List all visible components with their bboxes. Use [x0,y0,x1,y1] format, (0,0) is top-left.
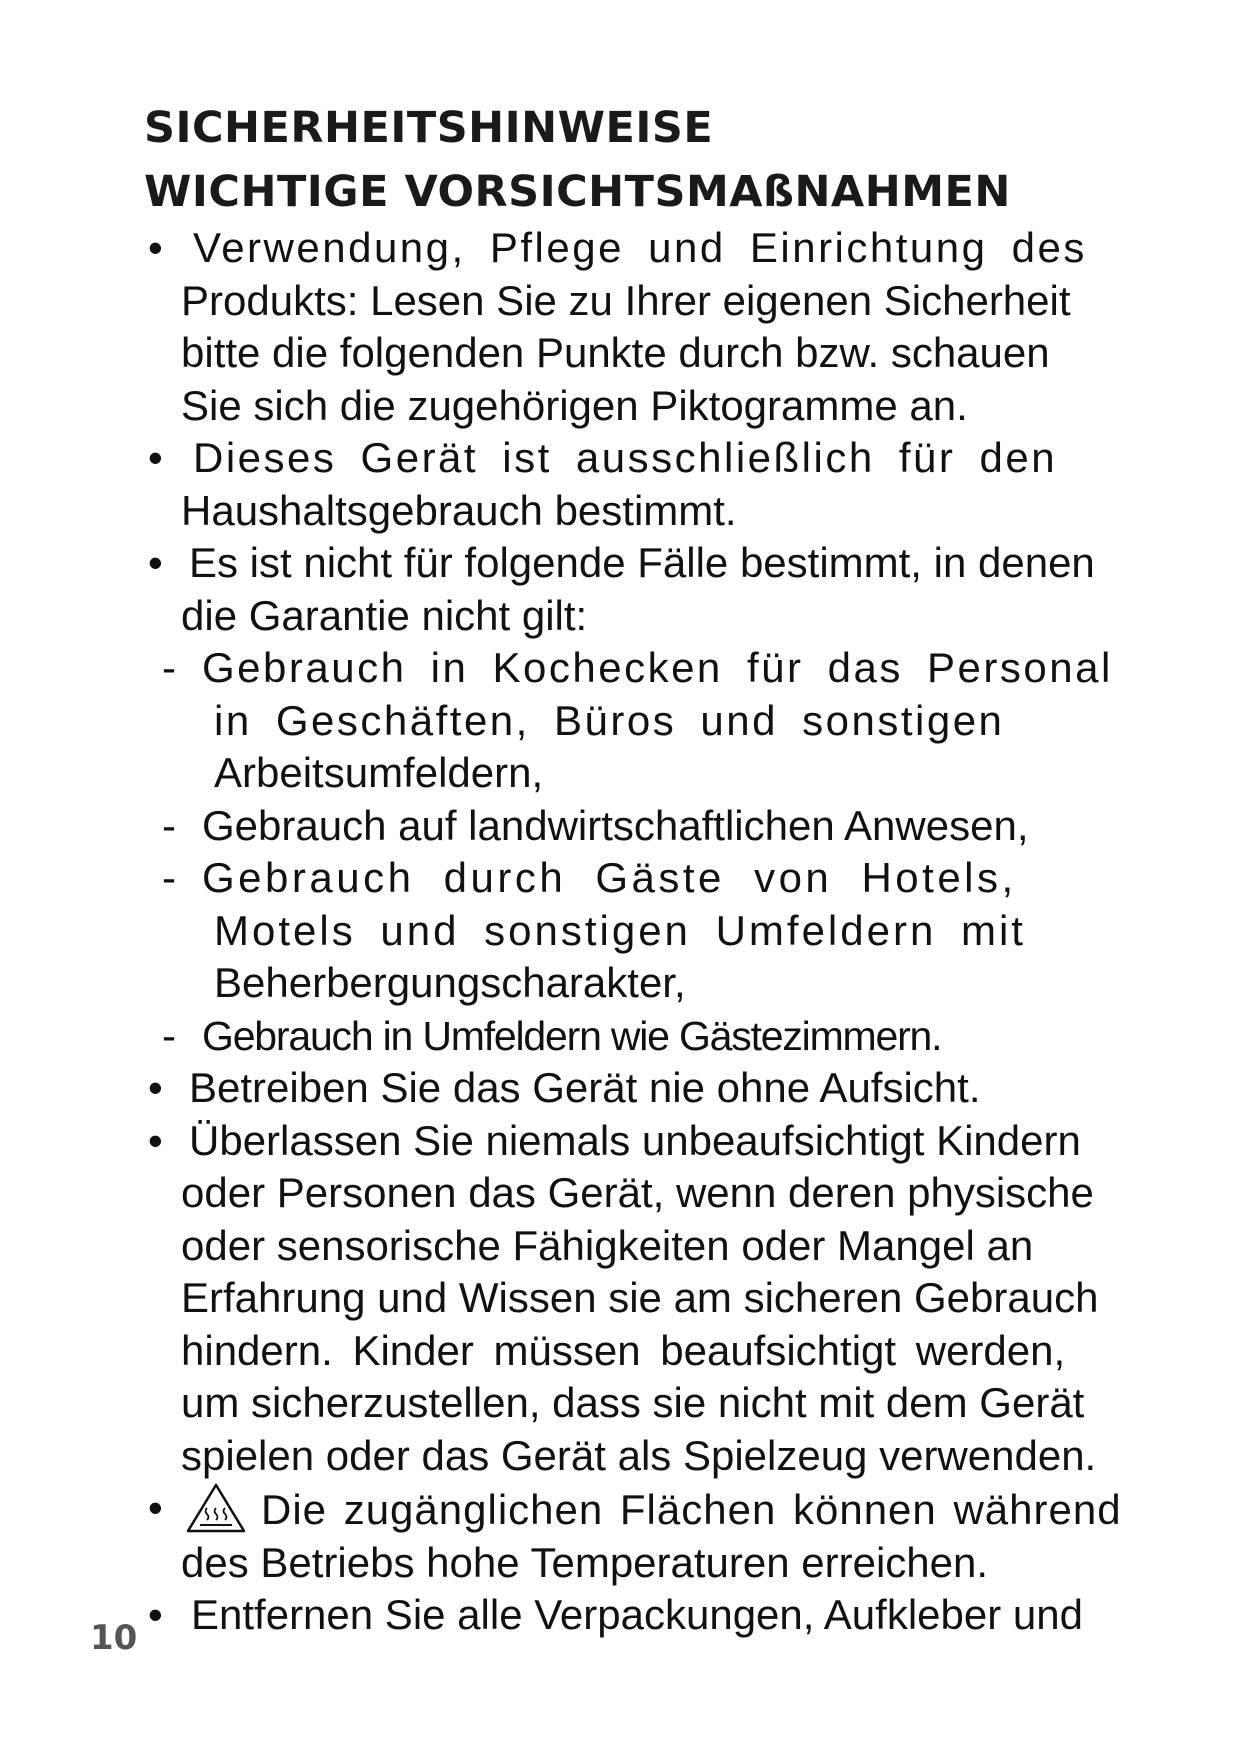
text-line: Entfernen Sie alle Verpackungen, Aufkleber und [191,1591,1083,1638]
bullet-marker: • [148,224,163,271]
list-item [148,432,1168,537]
list-item [148,1589,1168,1642]
text-line: Gebrauch auf landwirtschaftlichen Anwesen, [202,801,1029,849]
text-fragment: Die zugänglichen Flächen können während [261,1486,1122,1533]
text-line: Gebrauch in Kochecken für das Personal [202,644,1113,691]
text-line: bitte die folgenden Punkte durch bzw. schauen [181,329,1050,376]
bullet-marker: • [148,539,163,586]
text-line: Motels und sonstigen Umfeldern mit [214,906,1026,954]
page-number: 10 [90,1618,138,1658]
text-line: des Betriebs hohe Temperaturen erreichen. [181,1538,989,1586]
text-line: hindern. Kinder müssen beaufsichtigt werden, [181,1326,1066,1374]
text-line: Gebrauch durch Gäste von Hotels, [202,854,1017,901]
sub-list-item [148,642,1168,800]
text-line: Gebrauch in Umfeldern wie Gästezimmern. [202,1012,942,1059]
text-line: die Garantie nicht gilt: [181,591,588,639]
text-line: Dieses Gerät ist ausschließlich für den [193,434,1058,481]
sub-list-item [148,852,1168,1010]
text-line: in Geschäften, Büros und sonstigen [214,696,1005,744]
bullet-marker: • [148,1484,163,1531]
dash-marker: - [162,644,176,691]
sub-list-item [148,800,1168,853]
text-line: Sie sich die zugehörigen Piktogramme an. [181,381,968,429]
section-subtitle: WICHTIGE VORSICHTSMAßNAHMEN [144,167,1011,217]
text-line: Arbeitsumfeldern, [214,749,544,796]
section-title: SICHERHEITSHINWEISE [144,103,714,153]
text-line: Erfahrung und Wissen sie am sicheren Gebrauch [181,1274,1099,1321]
text-line: Beherbergungscharakter, [214,959,686,1006]
list-item [148,222,1168,432]
text-line-with-icon [181,1482,1168,1537]
text-line: spielen oder das Gerät als Spielzeug verwenden. [181,1431,1097,1479]
text-line: Haushaltsgebrauch bestimmt. [181,486,737,534]
list-item [148,1482,1168,1589]
dash-marker: - [162,1011,176,1059]
text-line: Produkts: Lesen Sie zu Ihrer eigenen Sicherheit [181,276,1071,324]
bullet-marker: • [148,1064,163,1111]
text-line: um sicherzustellen, dass sie nicht mit dem Gerät [181,1379,1085,1426]
text-line: Betreiben Sie das Gerät nie ohne Aufsicht. [189,1064,981,1111]
safety-instructions-list [148,222,1168,1642]
hot-surface-warning-icon [185,1482,247,1534]
section-headings [144,96,1144,224]
bullet-marker: • [148,1591,163,1638]
list-item [148,1062,1168,1115]
list-item [148,1115,1168,1483]
text-line: Überlassen Sie niemals unbeaufsichtigt Kindern [189,1116,1081,1164]
text-line: Es ist nicht für folgende Fälle bestimmt, in denen [189,539,1095,586]
bullet-marker: • [148,1116,163,1164]
dash-marker: - [162,854,176,901]
dash-marker: - [162,801,176,849]
bullet-marker: • [148,434,163,481]
text-line: Verwendung, Pflege und Einrichtung des [193,224,1087,271]
sub-list-item [148,1010,1168,1063]
list-item [148,537,1168,642]
text-line: oder Personen das Gerät, wenn deren physische [181,1169,1094,1216]
text-line: oder sensorische Fähigkeiten oder Mangel an [181,1221,1034,1269]
